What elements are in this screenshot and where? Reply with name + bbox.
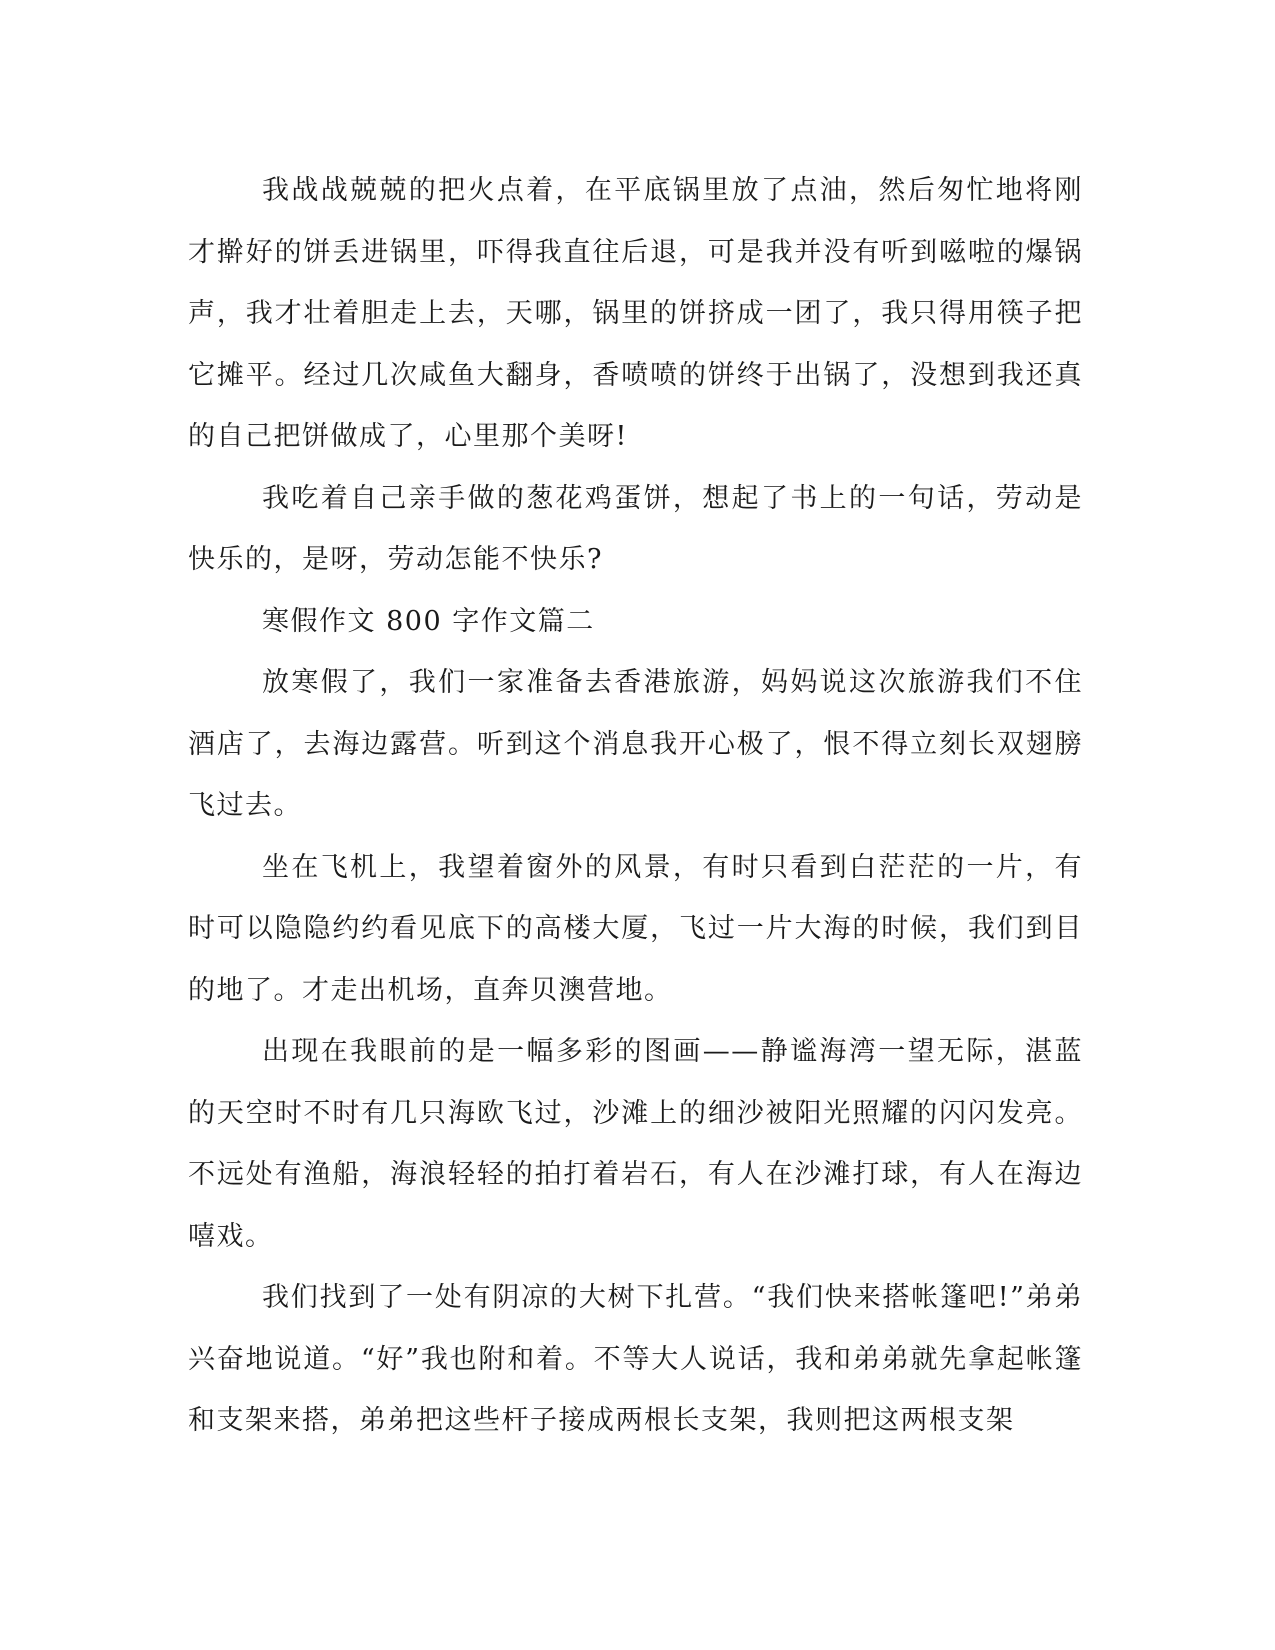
paragraph-pancake-cooking: 我战战兢兢的把火点着，在平底锅里放了点油，然后匆忙地将刚才擀好的饼丢进锅里，吓得我直往后退，可是我并没有听到嗞啦的爆锅声，我才壮着胆走上去，天哪，锅里的饼挤成一团了，我只得用筷子把它摊平。经过几次咸鱼大翻身，香喷喷的饼终于出锅了，没想到我还真的自己把饼做成了，心里那个美呀! bbox=[188, 175, 1083, 452]
paragraph-tent-setup: 我们找到了一处有阴凉的大树下扎营。“我们快来搭帐篷吧!”弟弟兴奋地说道。“好”我也附和着。不等大人说话，我和弟弟就先拿起帐篷和支架来搭，弟弟把这些杆子接成两根长支架，我则把这两根支架 bbox=[188, 1282, 1083, 1436]
document-body bbox=[188, 160, 1083, 1452]
paragraph-labor-joy: 我吃着自己亲手做的葱花鸡蛋饼，想起了书上的一句话，劳动是快乐的，是呀，劳动怎能不快乐? bbox=[188, 482, 1083, 575]
paragraph-airplane: 坐在飞机上，我望着窗外的风景，有时只看到白茫茫的一片，有时可以隐隐约约看见底下的高楼大厦，飞过一片大海的时候，我们到目的地了。才走出机场，直奔贝澳营地。 bbox=[188, 851, 1083, 1006]
paragraph-winter-vacation: 放寒假了，我们一家准备去香港旅游，妈妈说这次旅游我们不住酒店了，去海边露营。听到这个消息我开心极了，恨不得立刻长双翅膀飞过去。 bbox=[188, 667, 1083, 821]
section-title: 寒假作文 800 字作文篇二 bbox=[262, 605, 595, 637]
paragraph-beach-scene: 出现在我眼前的是一幅多彩的图画——静谧海湾一望无际，湛蓝的天空时不时有几只海欧飞过，沙滩上的细沙被阳光照耀的闪闪发亮。不远处有渔船，海浪轻轻的拍打着岩石，有人在沙滩打球，有人在海边嘻戏。 bbox=[188, 1036, 1083, 1252]
